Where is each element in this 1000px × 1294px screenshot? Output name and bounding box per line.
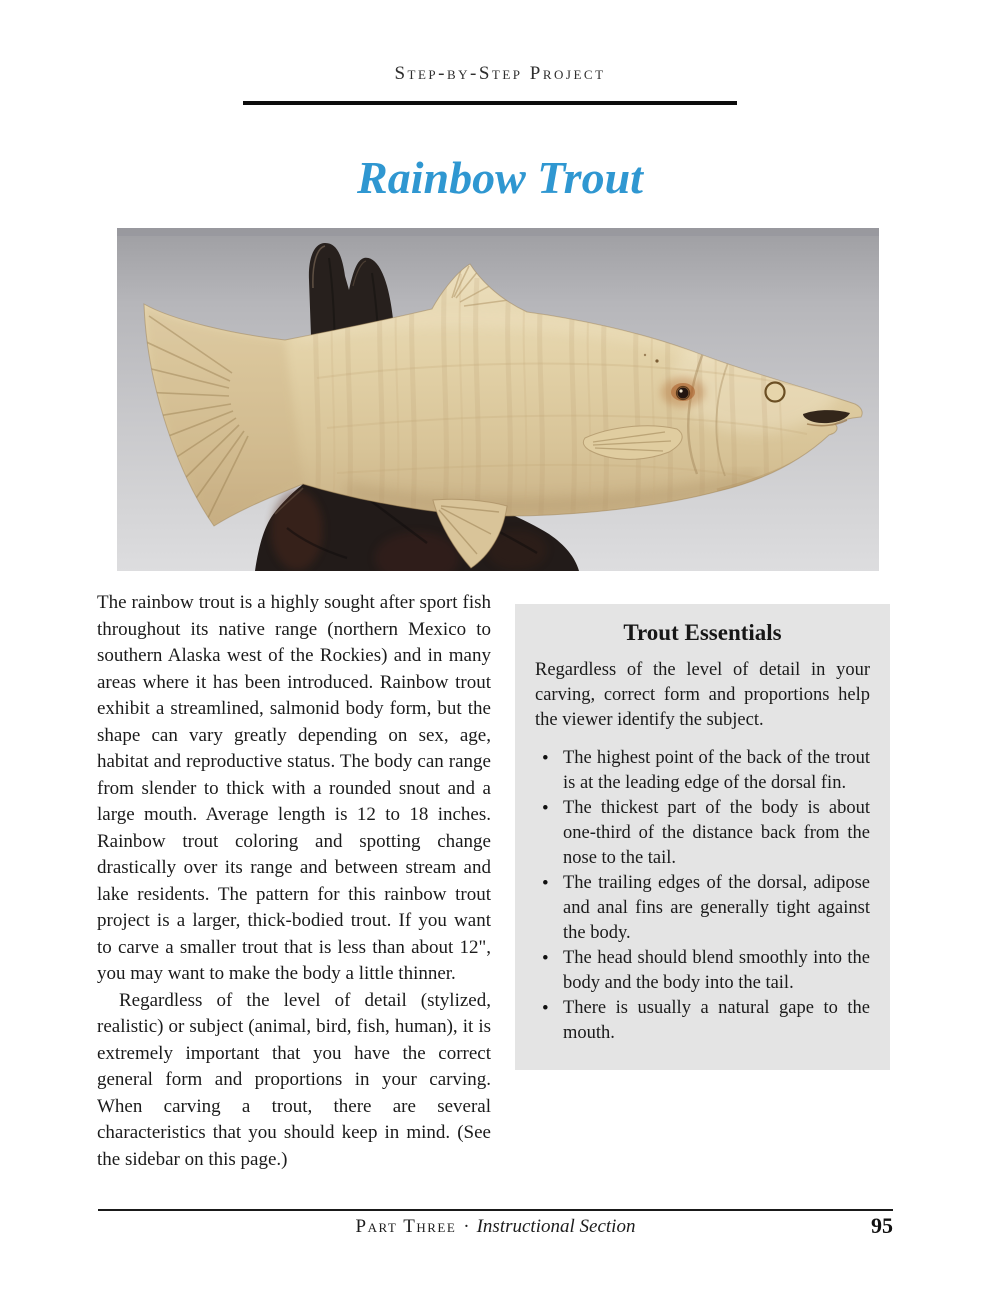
snout-ring [766, 383, 785, 402]
footer-separator: · [463, 1216, 470, 1237]
nostril [655, 359, 658, 362]
section-kicker: Step-by-Step Project [394, 63, 606, 84]
sidebar-bullet-list [535, 746, 870, 1046]
bullet-item: • The head should blend smoothly into the body and the body into the tail. [535, 946, 870, 996]
footer-part-label: Part Three [355, 1216, 457, 1237]
header-rule [243, 101, 737, 105]
footer-rule [98, 1209, 893, 1211]
trout-essentials-sidebar [515, 604, 890, 1070]
footer-section-label: Instructional Section [476, 1216, 636, 1237]
page-number: 95 [871, 1213, 893, 1238]
footer [98, 1216, 893, 1238]
trout-photo [117, 228, 879, 571]
bullet-item: • The highest point of the back of the trout is at the leading edge of the dorsal fin. [535, 746, 870, 796]
sidebar-title: Trout Essentials [623, 620, 782, 645]
trout-eye [661, 377, 705, 407]
sidebar-intro: Regardless of the level of detail in your carving, correct form and proportions help the viewer identify the subject. [535, 660, 870, 730]
paragraph-1: The rainbow trout is a highly sought after sport fish throughout its native range (northern Mexico to southern Alaska west of the Rockies) and in many areas where it has been introduced. Rainbow trout exhibit a streamlined, salmonid body form, but the shape can vary greatly depending on sex, age, habitat and reproductive status. The body can range from slender to thick with a rounded snout and a large mouth. Average length is 12 to 18 inches. Rainbow trout coloring and spotting change drastically over its range and between stream and lake residents. The pattern for this rainbow trout project is a larger, thick-bodied trout. If you want to carve a smaller trout that is less than about 12", you may want to make the body a little thinner. [97, 592, 491, 984]
bullet-item: • There is usually a natural gape to the mouth. [535, 996, 870, 1046]
page-title: Rainbow Trout [357, 152, 643, 203]
paragraph-2: Regardless of the level of detail (stylized, realistic) or subject (animal, bird, fish, human), it is extremely important that you have the correct general form and proportions in your carving. When carving a trout, there are several characteristics that you should keep in mind. (See the sidebar on this page.) [97, 989, 491, 1170]
article-text [97, 590, 491, 1173]
bullet-item: • The trailing edges of the dorsal, adipose and anal fins are generally tight against the body. [535, 871, 870, 946]
bullet-item: • The thickest part of the body is about one-third of the distance back from the nose to the tail. [535, 796, 870, 871]
trout-carving-illustration [117, 228, 879, 571]
